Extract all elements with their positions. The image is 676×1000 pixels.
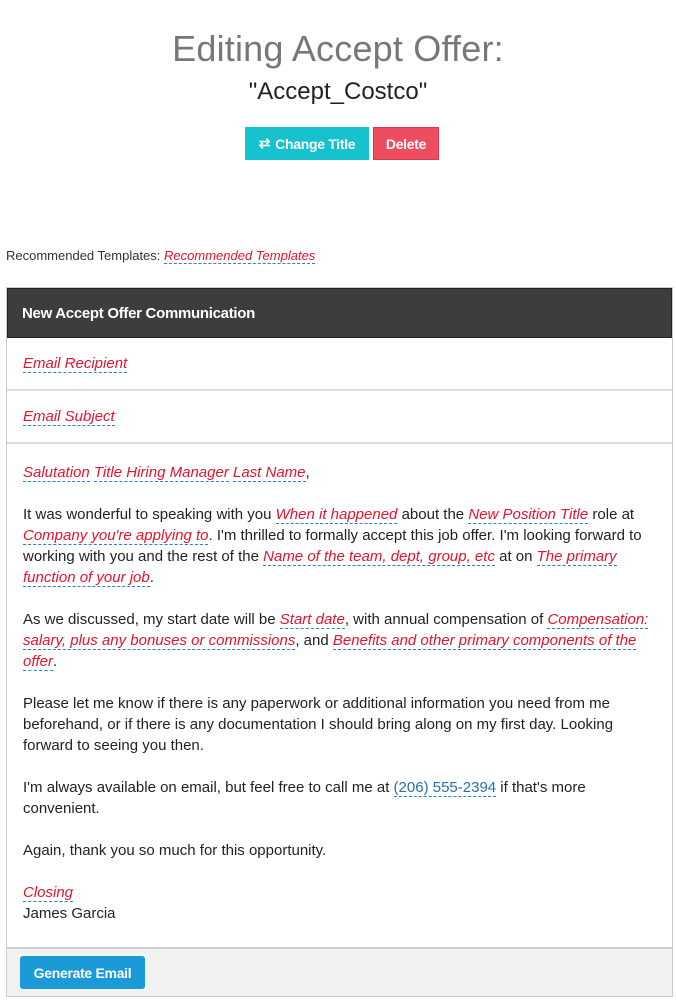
generate-email-button[interactable]: Generate Email	[20, 956, 145, 989]
text: , with annual compensation of	[344, 611, 548, 628]
email-subject-field[interactable]: Email Subject	[23, 407, 115, 425]
comma: ,	[305, 464, 310, 481]
phone-link[interactable]: (206) 555-2394	[393, 779, 497, 796]
template-name: "Accept_Costco"	[248, 78, 428, 105]
text: at on	[494, 548, 537, 565]
recipient-row	[7, 338, 672, 391]
text: .	[53, 653, 58, 670]
job-function-field[interactable]: The primary function of your job	[23, 548, 617, 586]
paragraph-5: Again, thank you so much for this opportunity.	[23, 842, 327, 859]
new-position-title-field[interactable]: New Position Title	[468, 506, 589, 523]
email-panel	[6, 287, 673, 997]
benefits-field[interactable]: Benefits and other primary components of the offer	[23, 632, 637, 670]
salutation-line	[23, 462, 656, 483]
closing-field[interactable]: Closing	[23, 884, 74, 901]
text: As we discussed, my start date will be	[23, 611, 280, 628]
start-date-field[interactable]: Start date	[279, 611, 345, 628]
paragraph-3: Please let me know if there is any paperwork or additional information you need from me beforehand, or if there is any documentation I should bring along on my first day. Looking forward to seeing you then.	[23, 695, 614, 754]
change-title-label: Change Title	[275, 135, 356, 152]
title-hiring-manager-field[interactable]: Title Hiring Manager	[93, 464, 229, 481]
when-it-happened-field[interactable]: When it happened	[275, 506, 398, 523]
panel-title: New Accept Offer Communication	[7, 288, 672, 338]
team-name-field[interactable]: Name of the team, dept, group, etc	[263, 548, 495, 565]
paragraph-1	[23, 504, 656, 588]
recommended-templates	[6, 248, 315, 263]
signature: James Garcia	[23, 905, 116, 922]
paragraph-2	[23, 609, 656, 672]
text: if that's more convenient.	[23, 779, 586, 817]
closing-line	[23, 882, 656, 903]
compensation-field[interactable]: Compensation: salary, plus any bonuses or commissions	[23, 611, 649, 649]
page-title: Editing Accept Offer:	[172, 28, 504, 69]
delete-button[interactable]: Delete	[373, 127, 439, 160]
title-actions	[0, 127, 676, 160]
company-field[interactable]: Company you're applying to	[23, 527, 209, 544]
text: role at	[588, 506, 635, 523]
text: . I'm thrilled to formally accept this job offer. I'm looking forward to working with you and the rest of the	[23, 527, 642, 565]
text: It was wonderful to speaking with you	[23, 506, 276, 523]
salutation-field[interactable]: Salutation	[23, 464, 90, 481]
text: .	[149, 569, 154, 586]
recommended-label: Recommended Templates:	[6, 248, 161, 263]
text: , and	[295, 632, 333, 649]
email-recipient-field[interactable]: Email Recipient	[23, 354, 128, 372]
email-body	[7, 444, 672, 948]
panel-footer	[7, 948, 672, 996]
recommended-templates-link[interactable]: Recommended Templates	[164, 248, 316, 263]
change-title-button[interactable]	[245, 127, 369, 160]
swap-icon: ⇄	[258, 135, 271, 151]
last-name-field[interactable]: Last Name	[232, 464, 306, 481]
paragraph-4	[23, 777, 656, 819]
subject-row	[7, 391, 672, 444]
text: I'm always available on email, but feel free to call me at	[23, 779, 394, 796]
text: about the	[397, 506, 469, 523]
